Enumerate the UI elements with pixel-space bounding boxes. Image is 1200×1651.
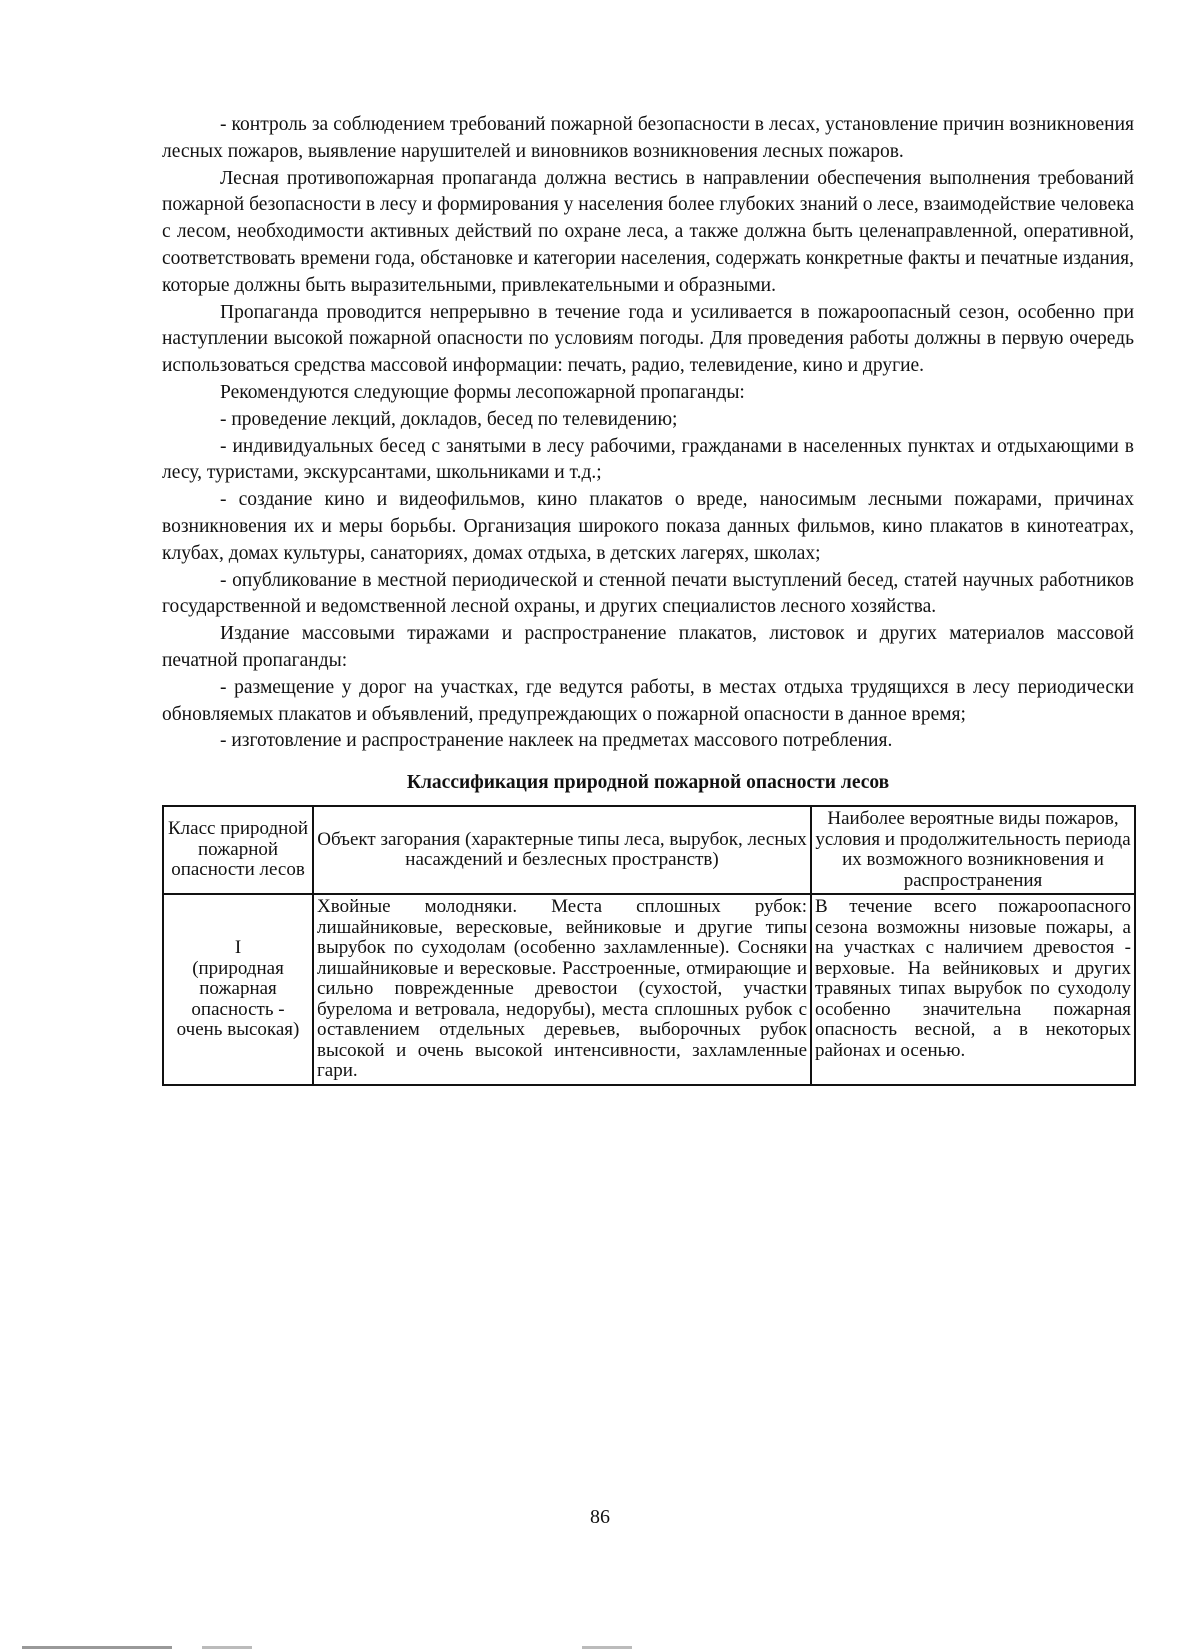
paragraph: - контроль за соблюдением требований пожарной безопасности в лесах, установление причин возникновения лесных пожаров, выявление нарушителей и виновников возникновения лесных пожаров. (162, 114, 1134, 162)
table-row (163, 894, 1135, 1085)
page-number: 86 (590, 1506, 610, 1528)
paragraph: - размещение у дорог на участках, где ведутся работы, в местах отдыха трудящихся в лесу периодически обновляемых плакатов и объявлений, предупреждающих о пожарной опасности в данное время; (162, 676, 1134, 725)
document-page (162, 112, 1134, 1086)
scan-edge-mark (22, 1646, 642, 1649)
paragraph: Рекомендуются следующие формы лесопожарной пропаганды: (220, 381, 745, 403)
body-text (162, 112, 1134, 755)
paragraph: - опубликование в местной периодической и стенной печати выступлений бесед, статей научных работников государственной и ведомственной лесной охраны, и других специалистов лесного хозяйства. (162, 569, 1134, 618)
paragraph: Пропаганда проводится непрерывно в течение года и усиливается в пожароопасный сезон, особенно при наступлении высокой пожарной опасности по условиям погоды. Для проведения работы должны в первую очередь использоваться средства массовой информации: печать, радио, телевидение, кино и другие. (162, 301, 1134, 377)
paragraph: Лесная противопожарная пропаганда должна вестись в направлении обеспечения выполнения требований пожарной безопасности в лесу и формирования у населения более глубоких знаний о лесе, взаимодействие человека с лесом, необходимости активных действий по охране леса, а также должна быть целенаправленной, оперативной, соответствовать времени года, обстановке и категории населения, содержать конкретные факты и печатные издания, которые должны быть выразительными, привлекательными и образными. (162, 167, 1134, 296)
class-numeral: I (234, 937, 242, 959)
cell-fires: В течение всего пожароопасного сезона возможны низовые пожары, а на участках с наличием древостоя - верховые. На вейниковых и других травяных типах вырубок по суходолу особенно значительна пожарная опасность весной, а в некоторых районах и осенью. (811, 894, 1135, 1085)
class-label: (природная пожарная опасность - очень высокая) (176, 957, 300, 1041)
paragraph: - индивидуальных бесед с занятыми в лесу рабочими, гражданами в населенных пунктах и отдыхающими в лесу, туристами, экскурсантами, школьниками и т.д.; (162, 435, 1134, 484)
classification-table (162, 805, 1136, 1086)
paragraph: - создание кино и видеофильмов, кино плакатов о вреде, наносимым лесными пожарами, причинах возникновения их и меры борьбы. Организация широкого показа данных фильмов, кино плакатов в кинотеатрах, клубах, домах культуры, санаториях, домах отдыха, в детских лагерях, школах; (162, 489, 1134, 564)
header-fires: Наиболее вероятные виды пожаров, условия и продолжительность периода их возможного возникновения и распространения (811, 806, 1135, 894)
paragraph: - изготовление и распространение наклеек на предметах массового потребления. (220, 730, 893, 752)
paragraph: - проведение лекций, докладов, бесед по телевидению; (220, 408, 678, 430)
cell-object: Хвойные молодняки. Места сплошных рубок: лишайниковые, вересковые, вейниковые и другие типы вырубок по суходолам (особенно захламленные). Сосняки лишайниковые и вересковые. Расстроенные, отмирающие и сильно поврежденные древостои (сухостой, участки бурелома и ветровала, недорубы), места сплошных рубок с оставлением отдельных деревьев, выборочных рубок высокой и очень высокой интенсивности, захламленные гари. (313, 894, 811, 1085)
cell-class (163, 894, 313, 1085)
header-object: Объект загорания (характерные типы леса, вырубок, лесных насаждений и безлесных пространств) (313, 806, 811, 894)
table-title: Классификация природной пожарной опасности лесов (406, 772, 890, 794)
header-class: Класс природной пожарной опасности лесов (163, 806, 313, 894)
table-header-row (163, 806, 1135, 894)
paragraph: Издание массовыми тиражами и распространение плакатов, листовок и других материалов массовой печатной пропаганды: (162, 623, 1134, 671)
